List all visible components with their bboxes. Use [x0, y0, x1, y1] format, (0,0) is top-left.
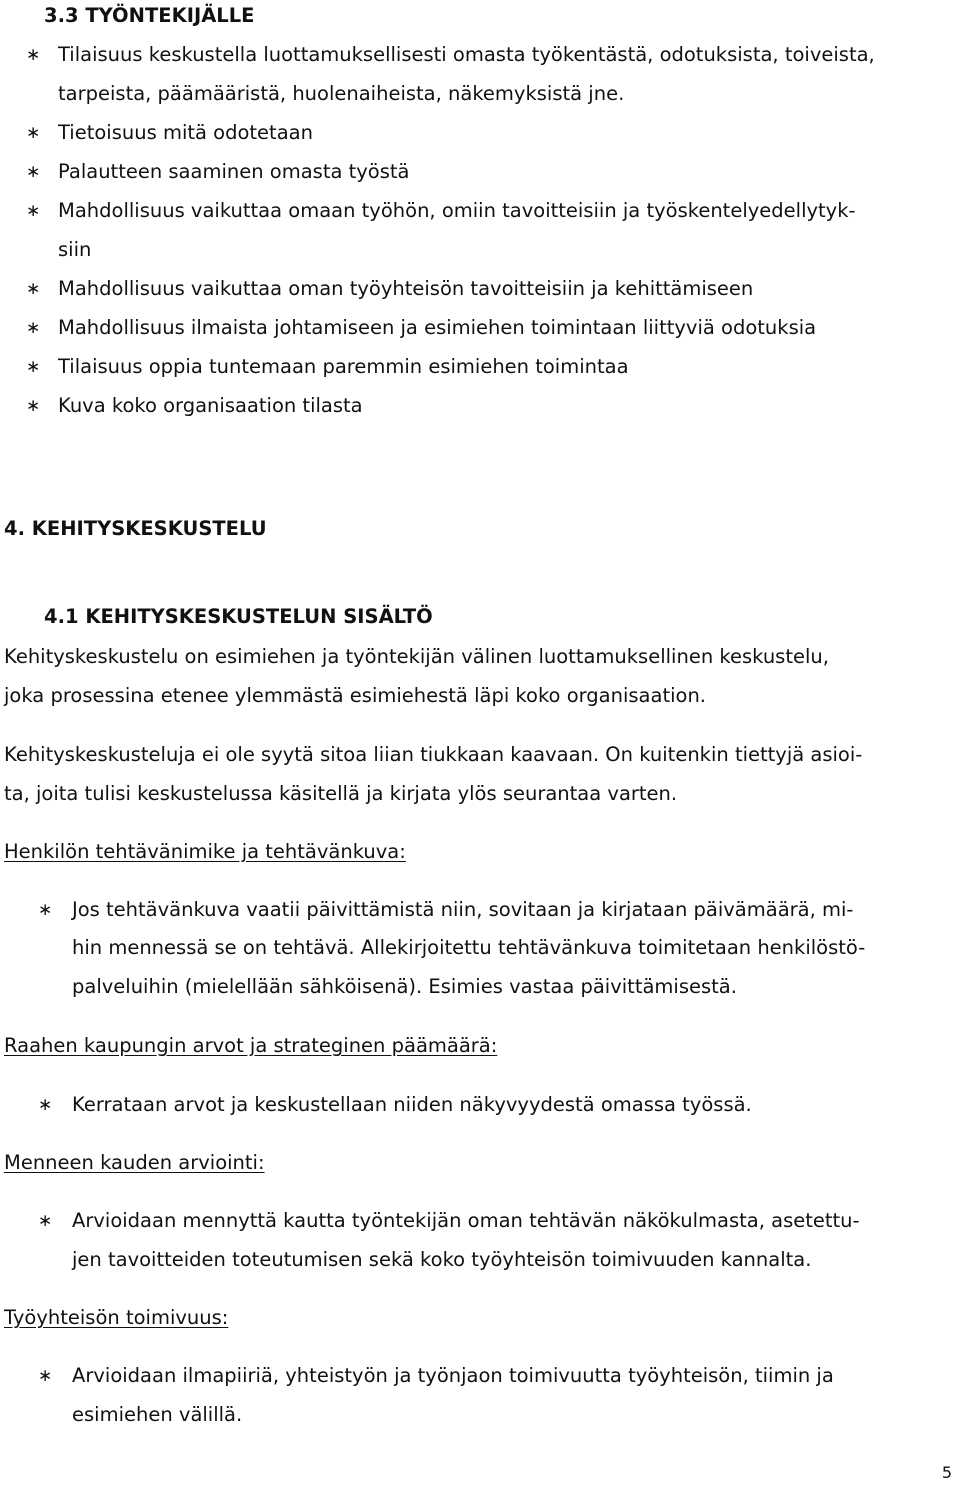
list-item-continuation: esimiehen välillä.	[72, 1403, 243, 1426]
paragraph-line: joka prosessina etenee ylemmästä esimiehestä läpi koko organisaation.	[4, 684, 707, 707]
chapter-heading: 4. KEHITYSKESKUSTELU	[4, 517, 267, 540]
bullet-icon: ∗	[26, 123, 41, 143]
subsection-title: Työyhteisön toimivuus:	[4, 1306, 229, 1329]
paragraph-line: Kehityskeskusteluja ei ole syytä sitoa liian tiukkaan kaavaan. On kuitenkin tiettyjä asioi-	[4, 743, 863, 766]
subsection-title: Menneen kauden arviointi:	[4, 1151, 265, 1174]
page-number: 5	[941, 1463, 952, 1482]
list-item-continuation: jen tavoitteiden toteutumisen sekä koko työyhteisön toimivuuden kannalta.	[72, 1248, 812, 1271]
list-item: Kuva koko organisaation tilasta	[58, 394, 363, 417]
bullet-icon: ∗	[26, 357, 41, 377]
section-heading: 4.1 KEHITYSKESKUSTELUN SISÄLTÖ	[44, 605, 433, 628]
bullet-icon: ∗	[26, 45, 41, 65]
list-item: Tilaisuus oppia tuntemaan paremmin esimiehen toimintaa	[58, 355, 629, 378]
list-item: Arvioidaan ilmapiiriä, yhteistyön ja työnjaon toimivuutta työyhteisön, tiimin ja	[72, 1364, 834, 1387]
list-item: Kerrataan arvot ja keskustellaan niiden näkyvyydestä omassa työssä.	[72, 1093, 752, 1116]
list-item: Mahdollisuus vaikuttaa oman työyhteisön tavoitteisiin ja kehittämiseen	[58, 277, 754, 300]
list-item: Tietoisuus mitä odotetaan	[58, 121, 313, 144]
bullet-icon: ∗	[38, 1366, 53, 1386]
list-item: Arvioidaan mennyttä kautta työntekijän oman tehtävän näkökulmasta, asetettu-	[72, 1209, 860, 1232]
bullet-icon: ∗	[26, 318, 41, 338]
bullet-icon: ∗	[26, 279, 41, 299]
section-heading: 3.3 TYÖNTEKIJÄLLE	[44, 4, 255, 27]
list-item: Mahdollisuus ilmaista johtamiseen ja esimiehen toimintaan liittyviä odotuksia	[58, 316, 817, 339]
bullet-icon: ∗	[38, 900, 53, 920]
bullet-icon: ∗	[38, 1211, 53, 1231]
list-item-continuation: tarpeista, päämääristä, huolenaiheista, näkemyksistä jne.	[58, 82, 625, 105]
list-item: Palautteen saaminen omasta työstä	[58, 160, 410, 183]
list-item-continuation: siin	[58, 238, 92, 261]
bullet-icon: ∗	[26, 162, 41, 182]
bullet-icon: ∗	[26, 396, 41, 416]
list-item: Mahdollisuus vaikuttaa omaan työhön, omiin tavoitteisiin ja työskentelyedellytyk-	[58, 199, 856, 222]
paragraph-line: Kehityskeskustelu on esimiehen ja työntekijän välinen luottamuksellinen keskustelu,	[4, 645, 829, 668]
list-item: Jos tehtävänkuva vaatii päivittämistä niin, sovitaan ja kirjataan päivämäärä, mi-	[72, 898, 854, 921]
subsection-title: Raahen kaupungin arvot ja strateginen päämäärä:	[4, 1034, 498, 1057]
subsection-title: Henkilön tehtävänimike ja tehtävänkuva:	[4, 840, 406, 863]
list-item-continuation: palveluihin (mielellään sähköisenä). Esimies vastaa päivittämisestä.	[72, 975, 737, 998]
bullet-icon: ∗	[26, 201, 41, 221]
paragraph-line: ta, joita tulisi keskustelussa käsitellä ja kirjata ylös seurantaa varten.	[4, 782, 678, 805]
list-item-continuation: hin mennessä se on tehtävä. Allekirjoitettu tehtävänkuva toimitetaan henkilöstö-	[72, 936, 866, 959]
list-item: Tilaisuus keskustella luottamuksellisesti omasta työkentästä, odotuksista, toiveista,	[58, 43, 875, 66]
bullet-icon: ∗	[38, 1095, 53, 1115]
